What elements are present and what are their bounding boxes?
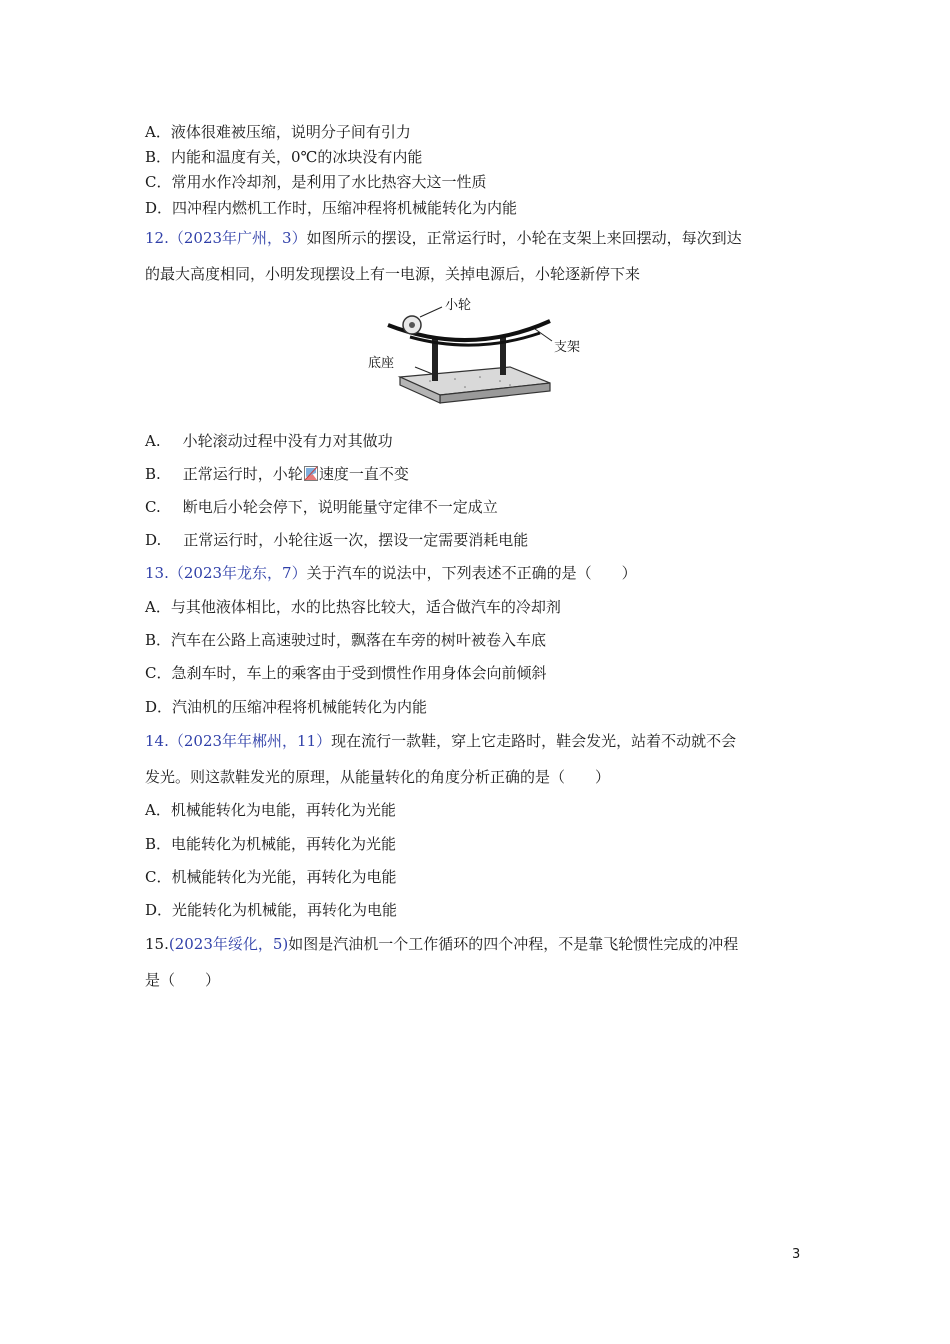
q14-option-b: B．电能转化为机械能，再转化为光能 (145, 835, 397, 853)
q12-stem-line2: 的最大高度相同，小明发现摆设上有一电源，关掉电源后，小轮逐新停下来 (145, 265, 641, 283)
q12-option-c (145, 497, 498, 517)
q12-number: 12. (145, 229, 169, 247)
q13-stem (145, 563, 637, 583)
q15-source: (2023年绥化，5) (168, 935, 289, 953)
q11-option-a: A．液体很难被压缩，说明分子间有引力 (145, 123, 411, 141)
q12-option-d-text: 正常运行时，小轮往返一次，摆设一定需要消耗电能 (183, 531, 529, 549)
q12-option-c-text: 断电后小轮会停下，说明能量守定律不一定成立 (182, 498, 498, 516)
q13-number: 13. (145, 564, 169, 582)
q12-option-b (145, 464, 409, 484)
q11-option-c: C．常用水作冷却剂，是利用了水比热容大这一性质 (145, 173, 487, 191)
q13-option-a: A．与其他液体相比，水的比热容比较大，适合做汽车的冷却剂 (145, 598, 561, 616)
broken-image-icon (304, 466, 318, 481)
q12-option-d (145, 530, 528, 550)
q11-option-d: D．四冲程内燃机工作时，压缩冲程将机械能转化为内能 (145, 199, 518, 217)
q15-stem-text: 如图是汽油机一个工作循环的四个冲程，不是靠飞轮惯性完成的冲程 (288, 935, 739, 953)
q11-option-b: B．内能和温度有关，0℃的冰块没有内能 (145, 148, 423, 166)
q12-source: （2023年广州，3） (168, 229, 307, 247)
q14-stem-text: 现在流行一款鞋，穿上它走路时，鞋会发光，站着不动就不会 (331, 732, 737, 750)
q12-stem-text: 如图所示的摆设，正常运行时，小轮在支架上来回摆动，每次到达 (306, 229, 742, 247)
q15-stem-line1 (145, 934, 738, 954)
q12-option-a-text: 小轮滚动过程中没有力对其做功 (182, 432, 393, 450)
q14-option-a: A．机械能转化为电能，再转化为光能 (145, 801, 396, 819)
q12-option-b-text-before: 正常运行时，小轮 (182, 465, 303, 483)
figure-label-base: 底座 (368, 356, 395, 371)
q14-source: （2023年年郴州，11） (168, 732, 332, 750)
q14-stem-line2: 发光。则这款鞋发光的原理，从能量转化的角度分析正确的是（ ） (145, 768, 611, 786)
q12-option-b-letter: B. (145, 465, 161, 483)
q12-option-b-text-after: 速度一直不变 (318, 465, 409, 483)
page-number: 3 (792, 1247, 801, 1262)
figure-label-wheel: 小轮 (445, 298, 472, 313)
q14-stem-line1 (145, 731, 736, 751)
q12-option-a (145, 431, 393, 451)
pendulum-toy-figure (360, 295, 600, 405)
q15-number: 15. (145, 935, 169, 953)
q14-option-c: C．机械能转化为光能，再转化为电能 (145, 868, 397, 886)
q13-option-c: C．急刹车时，车上的乘客由于受到惯性作用身体会向前倾斜 (145, 664, 547, 682)
q12-option-a-letter: A. (145, 432, 161, 450)
q13-source: （2023年龙东，7） (168, 564, 307, 582)
q12-option-c-letter: C. (145, 498, 161, 516)
q14-option-d: D．光能转化为机械能，再转化为电能 (145, 901, 398, 919)
q12-option-d-letter: D. (145, 531, 162, 549)
q13-stem-text: 关于汽车的说法中，下列表述不正确的是（ ） (306, 564, 637, 582)
q13-option-d: D．汽油机的压缩冲程将机械能转化为内能 (145, 698, 428, 716)
q12-stem-line1 (145, 228, 742, 248)
q13-option-b: B．汽车在公路上高速驶过时，飘落在车旁的树叶被卷入车底 (145, 631, 547, 649)
q14-number: 14. (145, 732, 169, 750)
q15-stem-line2: 是（ ） (145, 971, 221, 989)
figure-label-stand: 支架 (554, 340, 581, 355)
